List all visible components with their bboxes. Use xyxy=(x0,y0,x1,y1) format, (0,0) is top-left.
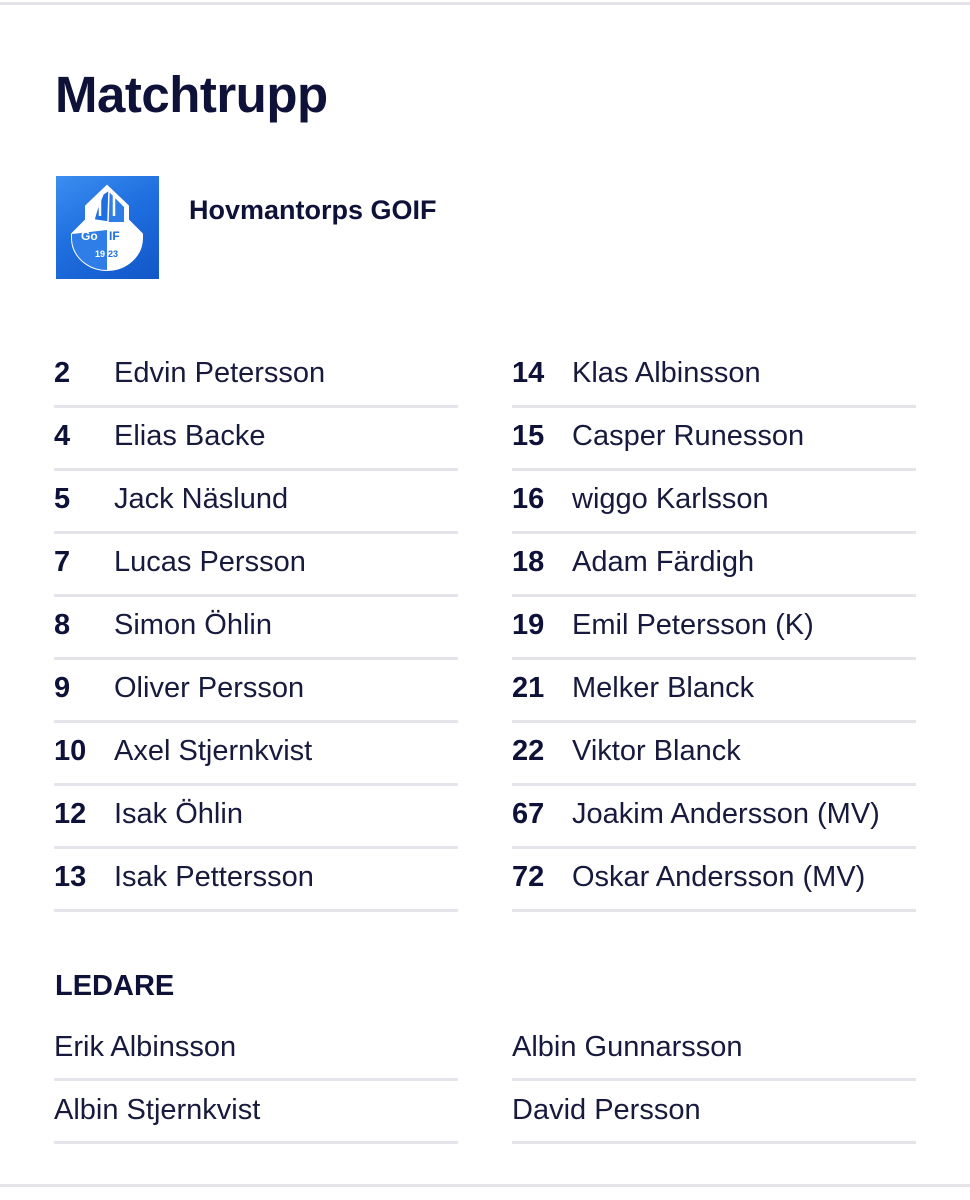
player-name: Oliver Persson xyxy=(114,672,305,704)
player-name: Simon Öhlin xyxy=(114,609,272,641)
player-number: 8 xyxy=(54,609,71,641)
crest-text-if: IF xyxy=(109,229,120,243)
roster-column-right xyxy=(512,345,916,912)
leader-name: David Persson xyxy=(512,1094,701,1126)
player-number: 72 xyxy=(512,861,545,893)
leader-row xyxy=(512,1081,916,1144)
leader-row xyxy=(512,1018,916,1081)
player-number: 18 xyxy=(512,546,545,578)
player-name: Isak Öhlin xyxy=(114,798,243,830)
player-name: Edvin Petersson xyxy=(114,357,326,389)
player-number: 14 xyxy=(512,357,545,389)
crest-year-top: 19 xyxy=(95,249,106,259)
player-number: 7 xyxy=(54,546,71,578)
club-crest-icon xyxy=(56,176,159,279)
player-row xyxy=(54,786,458,849)
player-name: Adam Färdigh xyxy=(572,546,755,578)
player-number: 19 xyxy=(512,609,545,641)
player-row xyxy=(54,849,458,912)
player-number: 67 xyxy=(512,798,545,830)
player-number: 15 xyxy=(512,420,545,452)
player-name: Isak Pettersson xyxy=(114,861,314,893)
leader-name: Albin Gunnarsson xyxy=(512,1031,743,1063)
player-row xyxy=(54,723,458,786)
player-number: 21 xyxy=(512,672,545,704)
player-row xyxy=(54,471,458,534)
player-name: wiggo Karlsson xyxy=(572,483,769,515)
player-row xyxy=(54,660,458,723)
player-name: Emil Petersson (K) xyxy=(572,609,814,641)
player-name: Axel Stjernkvist xyxy=(114,735,313,767)
player-name: Klas Albinsson xyxy=(572,357,761,389)
player-row xyxy=(512,660,916,723)
bottom-divider xyxy=(0,1184,970,1187)
player-name: Jack Näslund xyxy=(114,483,289,515)
player-number: 10 xyxy=(54,735,87,767)
leaders-heading: LEDARE xyxy=(55,970,175,1002)
leader-row xyxy=(54,1018,458,1081)
player-name: Viktor Blanck xyxy=(572,735,741,767)
player-number: 9 xyxy=(54,672,71,704)
team-name: Hovmantorps GOIF xyxy=(189,195,437,225)
player-row xyxy=(512,849,916,912)
page-title: Matchtrupp xyxy=(55,66,328,123)
roster-column-left xyxy=(54,345,458,912)
player-row xyxy=(512,471,916,534)
player-name: Melker Blanck xyxy=(572,672,755,704)
player-number: 4 xyxy=(54,420,71,452)
crest-text-go: Go xyxy=(81,229,98,243)
player-row xyxy=(54,597,458,660)
player-row xyxy=(512,723,916,786)
player-number: 13 xyxy=(54,861,87,893)
leader-name: Erik Albinsson xyxy=(54,1031,237,1063)
top-divider xyxy=(0,2,970,5)
crest-year-bottom: 23 xyxy=(108,249,119,259)
team-logo xyxy=(56,176,159,279)
player-number: 5 xyxy=(54,483,71,515)
player-name: Casper Runesson xyxy=(572,420,805,452)
leader-name: Albin Stjernkvist xyxy=(54,1094,261,1126)
player-row xyxy=(54,345,458,408)
player-number: 12 xyxy=(54,798,87,830)
player-row xyxy=(512,597,916,660)
player-name: Oskar Andersson (MV) xyxy=(572,861,866,893)
leader-row xyxy=(54,1081,458,1144)
player-number: 22 xyxy=(512,735,545,767)
player-number: 2 xyxy=(54,357,71,389)
player-row xyxy=(512,345,916,408)
player-name: Joakim Andersson (MV) xyxy=(572,798,880,830)
player-row xyxy=(54,534,458,597)
player-name: Lucas Persson xyxy=(114,546,306,578)
player-row xyxy=(54,408,458,471)
player-name: Elias Backe xyxy=(114,420,266,452)
player-row xyxy=(512,534,916,597)
leaders-column-left xyxy=(54,1018,458,1144)
player-number: 16 xyxy=(512,483,545,515)
leaders-column-right xyxy=(512,1018,916,1144)
player-row xyxy=(512,408,916,471)
player-row xyxy=(512,786,916,849)
